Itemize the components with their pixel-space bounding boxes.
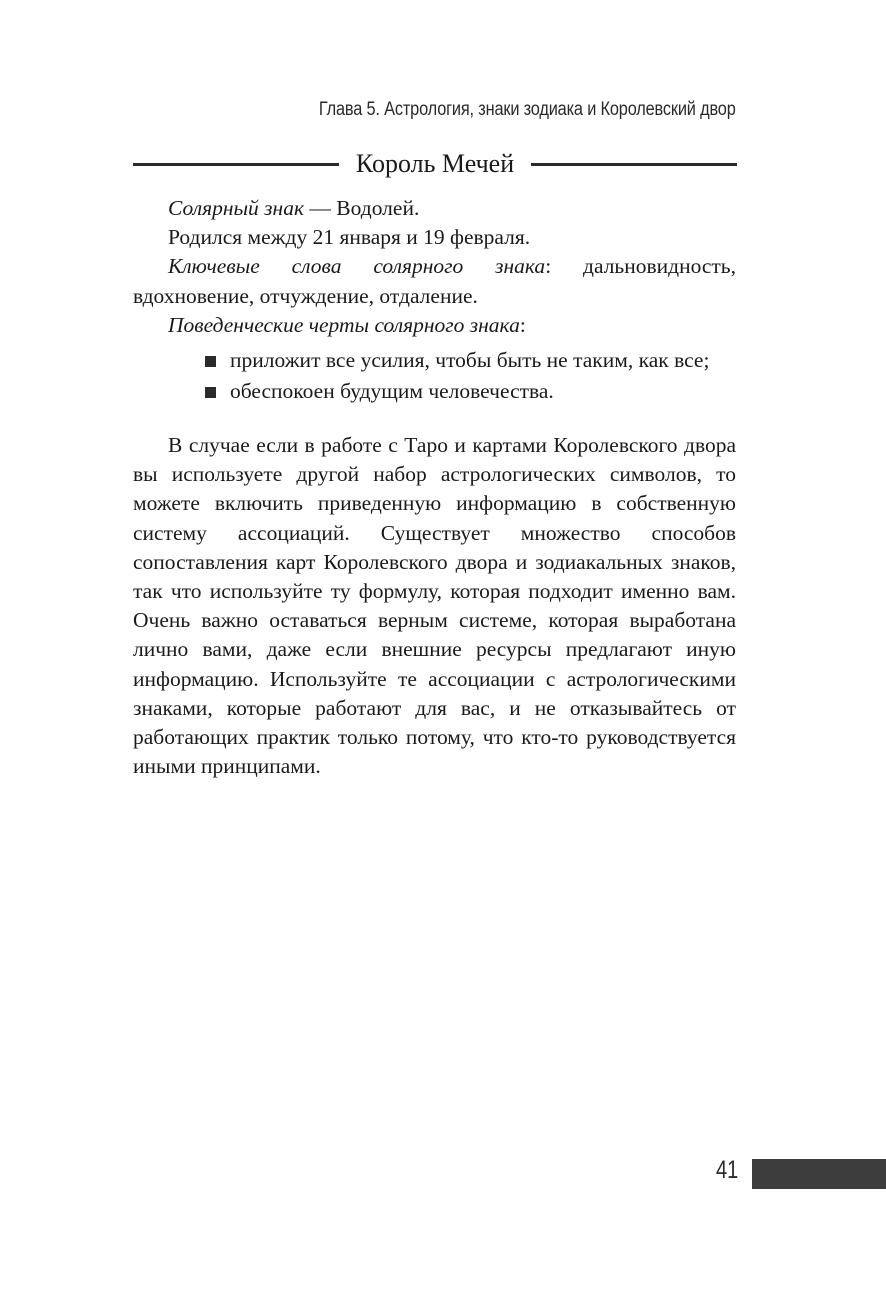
page-number: 41: [716, 1156, 739, 1184]
traits-list: [133, 346, 736, 406]
section-title: Король Мечей: [355, 149, 515, 178]
trait-text: приложит все усилия, чтобы быть не таким, как все;: [230, 348, 710, 373]
trait-text: обеспокоен будущим человечества.: [230, 379, 554, 404]
page-tab-bar: [752, 1159, 886, 1189]
traits-colon: :: [519, 312, 526, 337]
main-text-block: [133, 431, 736, 781]
list-item: [133, 377, 736, 406]
bullet-square-icon: [205, 387, 216, 398]
traits-heading: [133, 311, 736, 340]
title-rule-left: [133, 163, 339, 166]
solar-sign-label: Солярный знак: [168, 196, 305, 220]
section-title-row: [133, 147, 737, 181]
keywords-line: [133, 252, 736, 310]
keywords-value: : дальновидность, вдохновение, отчуждение, отдаление.: [133, 254, 736, 308]
solar-sign-value: — Водолей.: [304, 196, 420, 220]
sign-info-block: [133, 194, 736, 406]
bullet-square-icon: [205, 356, 216, 367]
body-paragraph: В случае если в работе с Таро и картами Королевского двора вы используете другой набор астрологических символов, то можете включить приведенную информацию в собственную систему ассоциаций. Существует множество способов сопоставления карт Королевского двора и зодиакальных знаков, так что используйте ту формулу, которая подходит именно вам. Очень важно оставаться верным системе, которая выработана лично вами, даже если внешние ресурсы предлагают иную информацию. Используйте те ассоциации с астрологическими знаками, которые работают для вас, и не отказывайтесь от работающих практик только потому, что кто-то руководствуется иными принципами.: [133, 433, 736, 779]
running-head: Глава 5. Астрология, знаки зодиака и Королевский двор: [319, 99, 736, 120]
birth-range-line: Родился между 21 января и 19 февраля.: [168, 225, 531, 250]
keywords-label: Ключевые слова солярного знака: [168, 254, 546, 279]
list-item: [133, 346, 736, 375]
title-rule-right: [531, 163, 737, 166]
traits-label: Поведенческие черты солярного знака: [168, 312, 520, 337]
solar-sign-line: [133, 194, 736, 223]
